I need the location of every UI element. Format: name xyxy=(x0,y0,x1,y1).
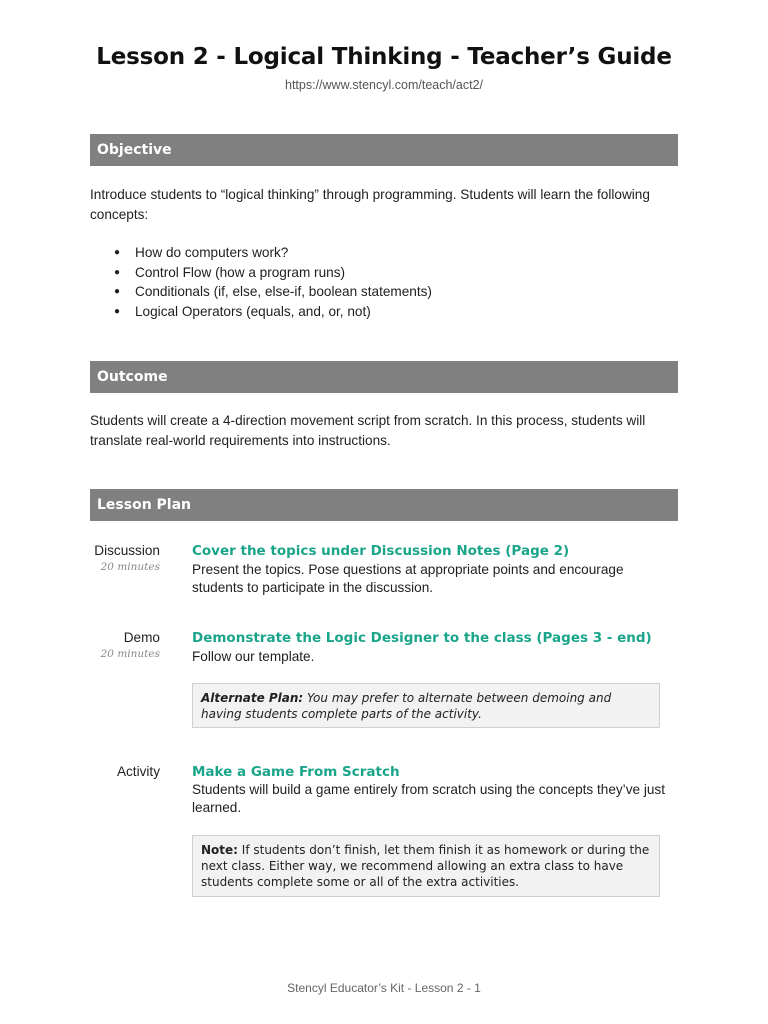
activity-title: Make a Game From Scratch xyxy=(192,764,400,780)
note-text: If students don’t finish, let them finish it as homework or during the next class. Either way, we recommend allowing an extra class to have students complete some or all of the extra activities. xyxy=(201,843,650,889)
objective-bullet-list xyxy=(90,243,680,321)
note-text: You may prefer to alternate between demoing and having students complete parts of the activity. xyxy=(201,691,612,721)
note-label: Alternate Plan: xyxy=(201,691,304,705)
objective-heading: Objective xyxy=(90,134,678,166)
list-item: ● Control Flow (how a program runs) xyxy=(90,263,680,283)
note-label: Note: xyxy=(201,843,238,857)
alternate-plan-note xyxy=(192,683,660,728)
discussion-title: Cover the topics under Discussion Notes (Page 2) xyxy=(192,543,570,559)
demo-label: Demo xyxy=(123,630,160,645)
bullet-icon: ● xyxy=(114,305,121,317)
outcome-heading: Outcome xyxy=(90,361,678,393)
bullet-icon: ● xyxy=(114,266,121,278)
bullet-icon: ● xyxy=(114,286,121,297)
discussion-time: 20 minutes xyxy=(100,561,160,573)
demo-time: 20 minutes xyxy=(100,648,160,660)
demo-body: Follow our template. xyxy=(192,649,315,664)
activity-note xyxy=(192,835,660,897)
page-footer: Stencyl Educator’s Kit - Lesson 2 - 1 xyxy=(287,981,481,995)
list-item: ● Conditionals (if, else, else-if, boolean statements) xyxy=(90,282,680,302)
lesson-plan-heading: Lesson Plan xyxy=(90,489,678,521)
objective-intro: Introduce students to “logical thinking” through programming. Students will learn the following concepts: xyxy=(90,187,650,222)
discussion-body: Present the topics. Pose questions at appropriate points and encourage students to participate in the discussion. xyxy=(192,562,624,595)
activity-body: Students will build a game entirely from scratch using the concepts they’ve just learned. xyxy=(192,782,665,815)
demo-title: Demonstrate the Logic Designer to the class (Pages 3 - end) xyxy=(192,630,652,646)
list-item: ● How do computers work? xyxy=(90,243,680,263)
list-item: ● Logical Operators (equals, and, or, not) xyxy=(90,302,680,322)
page-title: Lesson 2 - Logical Thinking - Teacher’s Guide xyxy=(96,44,672,70)
discussion-label: Discussion xyxy=(94,543,160,558)
outcome-text: Students will create a 4-direction movement script from scratch. In this process, students will translate real-world requirements into instructions. xyxy=(90,413,646,448)
page-url[interactable]: https://www.stencyl.com/teach/act2/ xyxy=(285,78,483,92)
activity-label: Activity xyxy=(116,764,160,779)
bullet-icon: ● xyxy=(114,247,121,258)
